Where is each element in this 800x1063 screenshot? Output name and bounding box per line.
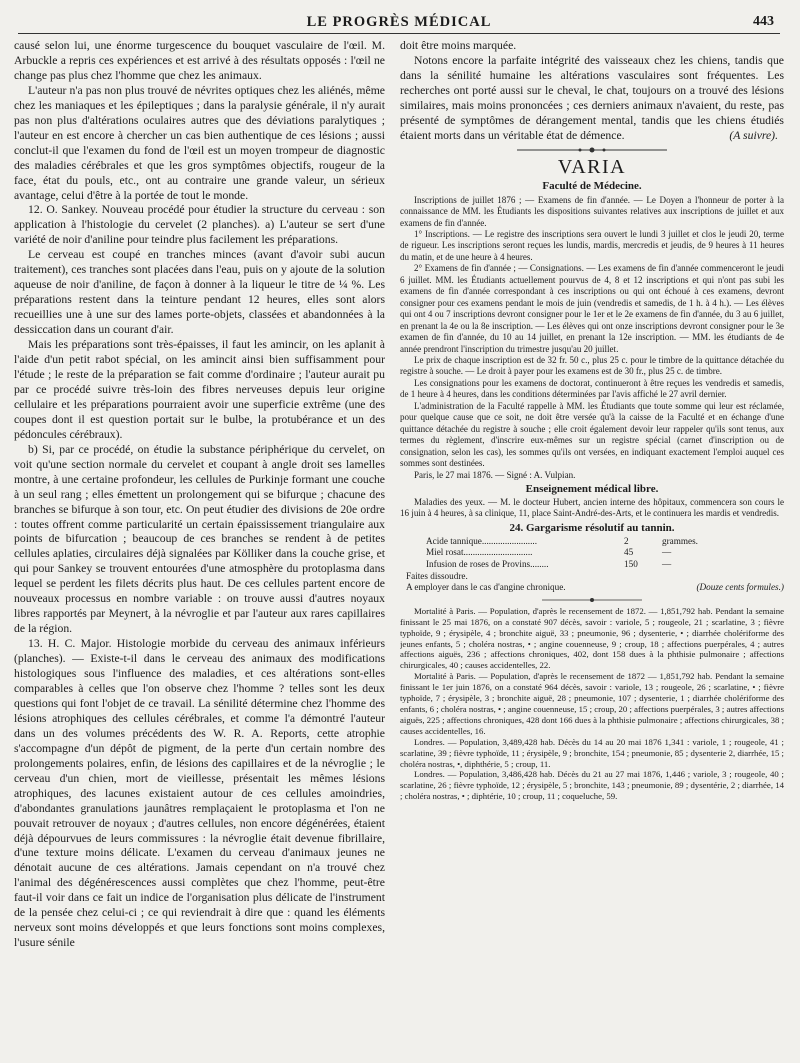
ornament-divider xyxy=(532,596,652,604)
recipe-note: Faites dissoudre. xyxy=(406,570,468,581)
ornament-divider xyxy=(517,146,667,154)
faculte-signature: Paris, le 27 mai 1876. — Signé : A. Vulpian. xyxy=(414,469,576,480)
ingredient-name: Infusion de roses de Provins........ xyxy=(426,559,549,570)
faculte-section xyxy=(400,195,784,481)
recipe-source: (Douze cents formules.) xyxy=(696,582,784,593)
faculte-paragraph: Le prix de chaque inscription est de 32 fr. 50 c., plus 25 c. pour le timbre de la quittance détachée du registre à souche. — Le droit à payer pour les examens est de 30 fr., plus 25 c. de timbre. xyxy=(400,354,784,377)
left-paragraph: Le cerveau est coupé en tranches minces (avant d'avoir subi aucun traitement), ces tranches sont placées dans l'eau, puis on y ajoute de la solution aqueuse de noir d'aniline, de façon à donner à la liqueur le titre de ¼ %. Les préparations restent dans la teinture pendant 12 heures, elles sont alors recueillies une à une sur des lames porte-objets, classées et abandonnées à la dessiccation dans un courant d'air. xyxy=(14,248,385,337)
article-continuation xyxy=(400,39,784,144)
recipe-table xyxy=(400,536,784,594)
left-paragraph: causé selon lui, une énorme turgescence du bouquet vasculaire de l'œil. M. Arbuckle a repris ces expériences et est arrivé à des résultats opposés : l'œil ne change pas plus chez l'homme que chez les animaux. xyxy=(14,39,385,82)
faculte-paragraph: Inscriptions de juillet 1876 ; — Examens de fin d'année. — Le Doyen a l'honneur de porter à la connaissance de MM. les Étudiants les dispositions suivantes relatives aux inscriptions de juillet et aux examens de fin d'année. xyxy=(400,194,784,228)
ingredient-qty: 45 xyxy=(624,547,634,558)
right-column xyxy=(400,39,784,1059)
to-be-continued: (A suivre). xyxy=(729,128,778,142)
recipe-row xyxy=(400,536,784,548)
enseignement-section xyxy=(400,497,784,520)
ingredient-qty: 150 xyxy=(624,559,638,570)
ingredient-name: Acide tannique........................ xyxy=(426,535,537,546)
journal-title: LE PROGRÈS MÉDICAL xyxy=(306,14,492,30)
faculte-heading: Faculté de Médecine. xyxy=(542,179,642,192)
left-column xyxy=(14,39,385,1059)
recipe-heading: 24. Gargarisme résolutif au tannin. xyxy=(509,521,675,534)
mortalite-paragraph: Londres. — Population, 3,489,428 hab. Décès du 14 au 20 mai 1876 1,341 : variole, 1 ; rougeole, 41 ; scarlatine, 39 ; fièvre typhoïde, 11 ; érysipèle, 9 ; bronchite, 154 ; pneumonie, 85 ; dysenterie 2, diarrhée, 15 ; choléra nostras, •, diphthérie, 5 ; croup, 11. xyxy=(400,736,784,769)
left-paragraph: b) Si, par ce procédé, on étudie la substance périphérique du cervelet, on voit qu'une section normale du cervelet et coupant à angle droit ses lamelles montre, à une certaine profondeur, les cellules de Purkinje formant une couche à un seul rang ; elles émettent un prolongement qui se bifurque ; chacune des branches se bifurque à son tour, etc. On peut étudier des divisions de 20e ordre : toutes offrent comme particularité un certain épaississement triangulaire aux points de bifurcation ; beaucoup de ces branches se rendent à de petites cellules aplaties, circulaires déjà signalées par Kölliker dans la couche grise, et qui pour Sankey se trouvent entourées d'une atmosphère du protoplasma dans lequel se perdent les filets décrits plus haut. De ces cellules partent encore de nouveaux processus en nombre variable : on trouve aussi d'autres noyaux libres rapportés par Meynert, à la névroglie et par l'auteur aux rares capillaires de la région. xyxy=(14,442,385,636)
header-rule xyxy=(18,33,780,34)
recipe-row xyxy=(400,559,784,571)
mortalite-section xyxy=(400,606,784,802)
page-header xyxy=(18,14,780,32)
ingredient-unit: — xyxy=(662,547,672,558)
faculte-paragraph: Les consignations pour les examens de doctorat, continueront à être reçues les vendredis et samedis, de 1 heure à 4 heures, dans les conditions déterminées par l'avis affiché le 27 avril dernier. xyxy=(400,377,784,400)
recipe-row xyxy=(400,547,784,559)
ingredient-unit: grammes. xyxy=(662,535,698,546)
ingredient-unit: — xyxy=(662,559,672,570)
mortalite-paragraph: Londres. — Population, 3,486,428 hab. Décès du 21 au 27 mai 1876, 1,446 ; variole, 3 ; rougeole, 40 ; scarlatine, 26 ; fièvre typhoïde, 12 ; érysipèle, 5 ; bronchite, 143 ; pneumonie, 89 ; dysentérie, 2 ; diarrhée, 14 ; choléra nostras, • ; diphtérie, 10 ; croup, 11 ; coqueluche, 59. xyxy=(400,769,784,802)
faculte-paragraph: 1° Inscriptions. — Le registre des inscriptions sera ouvert le lundi 3 juillet et clos le jeudi 20, terme de rigueur. Les inscriptions seront reçues les lundis, mardis, mercredis et jeudis, de 9 heures à 11 heures du matin, et de une heure à 4 heures. xyxy=(400,228,784,262)
left-paragraph: 13. H. C. Major. Histologie morbide du cerveau des animaux inférieurs (planches). — Existe-t-il dans le cerveau des animaux des modifications histologiques sous l'influence des maladies, et ces altérations sont-elles comparables à celles que l'on observe chez l'homme ? telles sont les deux questions qui font l'objet de ce travail. La sénilité détermine chez l'homme des lésions atrophiques des cellules cérébrales, et comme l'a démontré l'auteur dans un des volumes précédents des W. R. A. Reports, cette atrophie s'accompagne d'un dépôt de pigment, de la perte d'un certain nombre des prolongements polaires, enfin, de lésions des capillaires et de la névroglie ; le cerveau d'un chien, mort de vieillesse, présentait les mêmes lésions atrophiques, des lacunes existaient autour de ces cellules amoindries, d'abondantes granulations jaunâtres remplaçaient le protoplasma et l'on ne pouvait retrouver de noyaux ; d'autres cellules, non encore dégénérées, étaient déjà dépourvues de leurs commissures : la névroglie était devenue fibrillaire, d'une texture moins délicate. L'examen du cerveau d'animaux jeunes ne dénotait aucune de ces altérations. Jamais cependant on n'a trouvé chez l'animal des dégénérescences aussi complètes que chez l'homme, peut-être faut-il voir dans ce fait un indice de l'organisation plus délicate de l'instrument de la pensée chez celui-ci ; ce qui reviendrait à dire que : quand les éléments nerveux sont moins développés et que leurs fonctions sont moins complexes, l'usure sénile xyxy=(14,637,385,950)
recipe-note-row xyxy=(400,582,784,594)
recipe-note: A employer dans le cas d'angine chronique. xyxy=(406,582,566,593)
right-paragraph: doit être moins marquée. xyxy=(400,39,517,52)
mortalite-paragraph: Mortalité à Paris. — Population, d'après le recensement de 1872. — 1,851,792 hab. Pendant la semaine finissant le 25 mai 1876, on a constaté 907 décès, savoir : variole, 5 ; rougeole, 21 ; scarlatine, 3 ; fièvre typhoïde, 9 ; érysipèle, 4 ; bronchite aiguë, 33 ; pneumonie, 96 ; dysenterie, • ; diarrhée cholériforme des jeunes enfants, 5 ; choléra nostras, • ; angine couenneuse, 9 ; croup, 18 ; affections puerpérales, 4 ; autres affections aiguës, 236 ; affections chroniques, 402, dont 158 dues à la phthisie pulmonaire ; affections chirurgicales, 40 ; causes accidentelles, 22. xyxy=(400,605,784,671)
left-paragraph: L'auteur n'a pas non plus trouvé de névrites optiques chez les aliénés, même chez les maniaques et les épileptiques ; dans la paralysie générale, il n'y aurait pas non plus d'altérations oculaires autres que des déviations paralytiques ; l'auteur en est encore à chercher un cas bien authentique de ces lésions ; aussi conclut-il que l'examen du fond de l'œil est un moyen trompeur de diagnostic des maladies cérébrales et que les gros symptômes objectifs, rougeur de la face, état du pouls, etc., ont au contraire une grande valeur, un sérieux avantage, celui d'être à la portée de tout le monde. xyxy=(14,83,385,202)
left-paragraph: 12. O. Sankey. Nouveau procédé pour étudier la structure du cerveau : son application à l'histologie du cervelet (2 planches). a) L'auteur se sert d'une variété de noir d'aniline pour teindre plus facilement les préparations. xyxy=(14,203,385,247)
ingredient-qty: 2 xyxy=(624,535,629,546)
right-paragraph: Notons encore la parfaite intégrité des vaisseaux chez les chiens, tandis que dans la sénilité humaine les altérations vasculaires sont fréquentes. Les recherches ont porté aussi sur le cheval, le chat, toujours on a trouvé des lésions similaires, mais moins prononcées ; ces derniers animaux n'avaient, du reste, pas présenté de symptômes de dérangement mental, tandis que les chiens étudiés étaient morts dans un véritable état de démence. xyxy=(400,53,784,142)
mortalite-paragraph: Mortalité à Paris. — Population, d'après le recensement de 1872 — 1,851,792 hab. Pendant la semaine finissant le 1er juin 1876, on a constaté 964 décès, savoir : variole, 13 ; rougeole, 26 ; scarlatine, • ; fièvre typhoïde, 7 ; érysipèle, 3 ; bronchite aiguë, 28 ; pneumonie, 107 ; dysenterie, 1 ; diarrhée cholériforme des enfants, 6 ; choléra nostras, • ; angine couenneuse, 15 ; croup, 20 ; affections puerpérales, 3 ; autres affections aiguës, 225 ; affections chroniques, 428 dont 166 dues à la phthisie pulmonaire ; affections chirurgicales, 38 ; causes accidentelles, 16. xyxy=(400,671,784,736)
page-number: 443 xyxy=(753,14,774,29)
recipe-note-row xyxy=(400,571,784,583)
ingredient-name: Miel rosat.............................. xyxy=(426,547,533,558)
varia-heading: VARIA xyxy=(557,155,627,178)
faculte-paragraph: L'administration de la Faculté rappelle à MM. les Étudiants que toute somme qui leur est réclamée, pour quelque cause que ce soit, ne doit être versée qu'à la caisse de la Faculté et en échange d'une quittance détachée du registre à souche ; elle croit également devoir leur rappeler qu'ils sont tenus, aux termes du règlement, d'inscrire eux-mêmes sur un registre spécial (carnet d'inscription ou de consignation, selon les cas), les sommes qu'ils ont versées, en indiquant exactement l'emploi auquel ces sommes sont destinées. xyxy=(400,400,784,469)
faculte-paragraph: 2° Examens de fin d'année ; — Consignations. — Les examens de fin d'année commenceront le jeudi 6 juillet. MM. les Étudiants actuellement pourvus de 4, 8 et 12 inscriptions et qui n'ont pas subi les examens de fin d'année correspondant à ces inscriptions ou qui ont échoué à ces examens, devront consigner pour ces examens pendant le mois de juin (vendredis et samedis, de 1 h. à 4 h.). — Les élèves qui ont 4 ou 7 inscriptions devront consigner pour le 1er et le 2e examens de fin d'année, du 3 au 6 juillet, en prenant la 4e ou la 8e inscription. — Les élèves qui ont onze inscriptions devront consigner pour le 3e examen de fin d'année, du 10 au 14 juillet, en prenant la 12e inscription. — MM. les étudiants de 4e année prendront l'inscription du trimestre jusqu'au 20 juillet. xyxy=(400,263,784,354)
left-paragraph: Mais les préparations sont très-épaisses, il faut les amincir, on les aplanit à l'aide d'un petit rabot spécial, on les amincit ainsi bien suffisamment pour l'étude ; le reste de la préparation se fait comme d'ordinaire ; l'auteur aurait pu par ce procédé suivre très-loin des fibres nerveuses depuis leur origine cellulaire et les préparations pourraient avoir une superficie extrême (une des coupes dont il est question portait sur le bulbe, la protubérance et un des pédoncules cérébraux). xyxy=(14,338,385,441)
enseignement-paragraph: Maladies des yeux. — M. le docteur Hubert, ancien interne des hôpitaux, commencera son cours le 16 juin à 4 heures, à sa clinique, 11, place Saint-André-des-Arts, et le continuera les mardis et vendredis. xyxy=(400,496,784,519)
enseignement-heading: Enseignement médical libre. xyxy=(525,482,659,495)
